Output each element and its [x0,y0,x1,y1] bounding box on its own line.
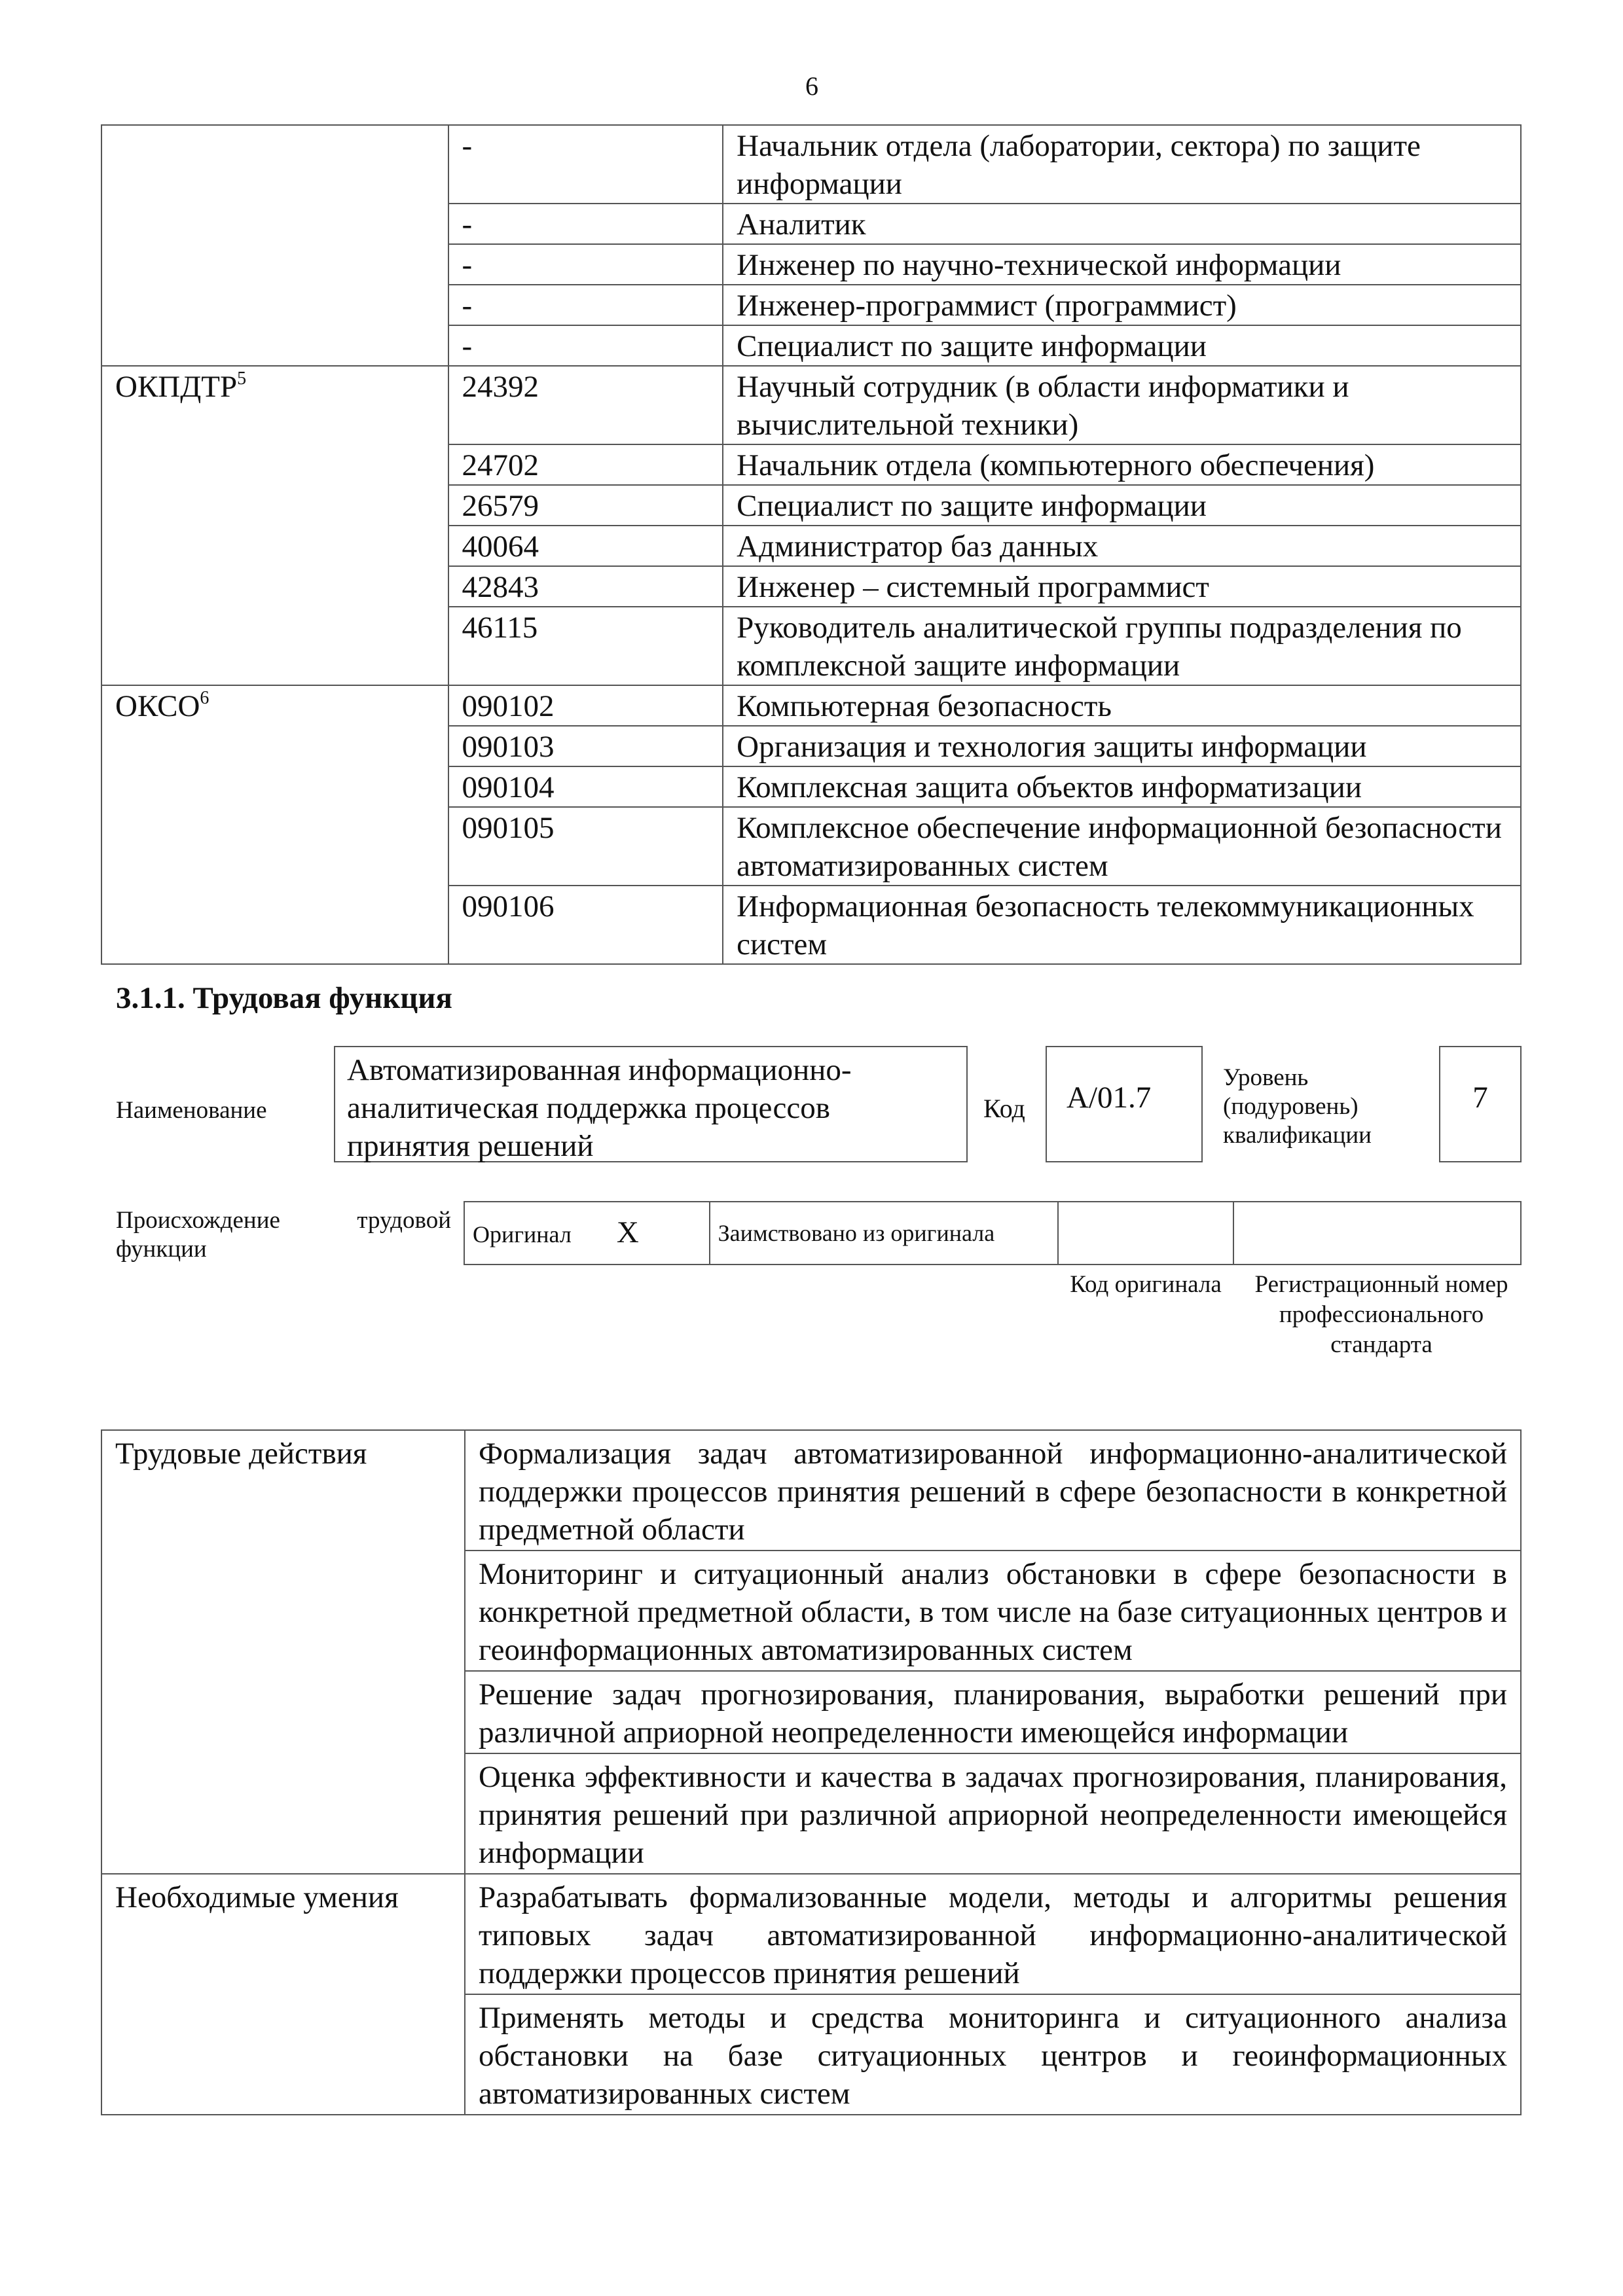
footnote-ref: 5 [237,368,247,389]
code-cell: 090103 [448,726,723,766]
borrowed-cell: Заимствовано из оригинала [710,1202,1058,1265]
table-row [101,366,1521,444]
group-label: ОКСО [115,689,200,723]
name-cell: Инженер-программист (программист) [723,285,1521,325]
function-code-box: А/01.7 [1046,1046,1203,1162]
function-name-box: Автоматизированная информационно-аналитическая поддержка процессов принятия решений [334,1046,968,1162]
original-cell [464,1202,710,1265]
code-cell: 24392 [448,366,723,444]
action-cell: Оценка эффективности и качества в задачах прогнозирования, планирования, принятия решений при различной априорной неопределенности имеющейся информации [465,1753,1521,1874]
name-cell: Компьютерная безопасность [723,685,1521,726]
actions-label-cell: Трудовые действия [101,1430,465,1874]
name-cell: Научный сотрудник (в области информатики и вычислительной техники) [723,366,1521,444]
code-cell: 26579 [448,485,723,526]
skills-label-cell: Необходимые умения [101,1874,465,2115]
action-cell: Формализация задач автоматизированной информационно-аналитической поддержки процессов принятия решений в сфере безопасности в конкретной предметной области [465,1430,1521,1551]
code-original-label: Код оригинала [1070,1271,1222,1298]
code-label: Код [983,1094,1025,1123]
code-cell: 40064 [448,526,723,566]
name-cell: Руководитель аналитической группы подразделения по комплексной защите информации [723,607,1521,685]
group-cell-okso [101,685,448,964]
table-row [101,1874,1521,1994]
code-cell: 090105 [448,807,723,886]
classification-table [101,124,1522,965]
code-cell: - [448,125,723,204]
skill-cell: Применять методы и средства мониторинга и ситуационного анализа обстановки на базе ситуационных центров и геоинформационных автоматизированных систем [465,1994,1521,2115]
name-cell: Специалист по защите информации [723,325,1521,366]
name-cell: Специалист по защите информации [723,485,1521,526]
group-cell [101,125,448,366]
name-cell: Аналитик [723,204,1521,244]
code-cell: 42843 [448,566,723,607]
code-cell: 24702 [448,444,723,485]
name-cell: Администратор баз данных [723,526,1521,566]
name-cell: Инженер по научно-технической информации [723,244,1521,285]
level-label: Уровень (подуровень) квалификации [1223,1064,1372,1149]
name-cell: Начальник отдела (компьютерного обеспечения) [723,444,1521,485]
action-cell: Мониторинг и ситуационный анализ обстановки в сфере безопасности в конкретной предметной области, в том числе на базе ситуационных центров и геоинформационных автоматизированных систем [465,1551,1521,1671]
level-box: 7 [1439,1046,1522,1162]
original-label: Оригинал [473,1221,572,1247]
code-cell: - [448,204,723,244]
skill-cell: Разрабатывать формализованные модели, методы и алгоритмы решения типовых задач автоматизированной информационно-аналитической поддержки процессов принятия решений [465,1874,1521,1994]
code-cell: - [448,325,723,366]
reg-number-label: Регистрационный номер профессионального стандарта [1254,1271,1508,1358]
code-cell: 46115 [448,607,723,685]
name-cell: Информационная безопасность телекоммуникационных систем [723,886,1521,964]
name-cell: Комплексная защита объектов информатизации [723,766,1521,807]
group-cell-okpdtr [101,366,448,685]
action-cell: Решение задач прогнозирования, планирования, выработки решений при различной априорной неопределенности имеющейся информации [465,1671,1521,1753]
table-row [101,685,1521,726]
origin-label: Происхождение трудовой функции [116,1207,451,1263]
code-original-cell [1058,1202,1233,1265]
code-cell: - [448,285,723,325]
name-cell: Комплексное обеспечение информационной безопасности автоматизированных систем [723,807,1521,886]
table-row [464,1202,1521,1265]
group-label: ОКПДТР [115,370,238,404]
labor-table [101,1429,1522,2115]
code-cell: - [448,244,723,285]
page-number: 6 [805,71,818,101]
reg-number-cell [1233,1202,1521,1265]
code-cell: 090102 [448,685,723,726]
code-cell: 090106 [448,886,723,964]
original-mark: X [616,1215,639,1249]
name-label: Наименование [116,1097,267,1124]
code-cell: 090104 [448,766,723,807]
table-row [101,125,1521,204]
name-cell: Начальник отдела (лаборатории, сектора) по защите информации [723,125,1521,204]
name-cell: Организация и технология защиты информации [723,726,1521,766]
table-row [101,1430,1521,1551]
origin-table [464,1201,1522,1265]
name-cell: Инженер – системный программист [723,566,1521,607]
section-heading: 3.1.1. Трудовая функция [116,981,452,1015]
footnote-ref: 6 [200,688,210,709]
